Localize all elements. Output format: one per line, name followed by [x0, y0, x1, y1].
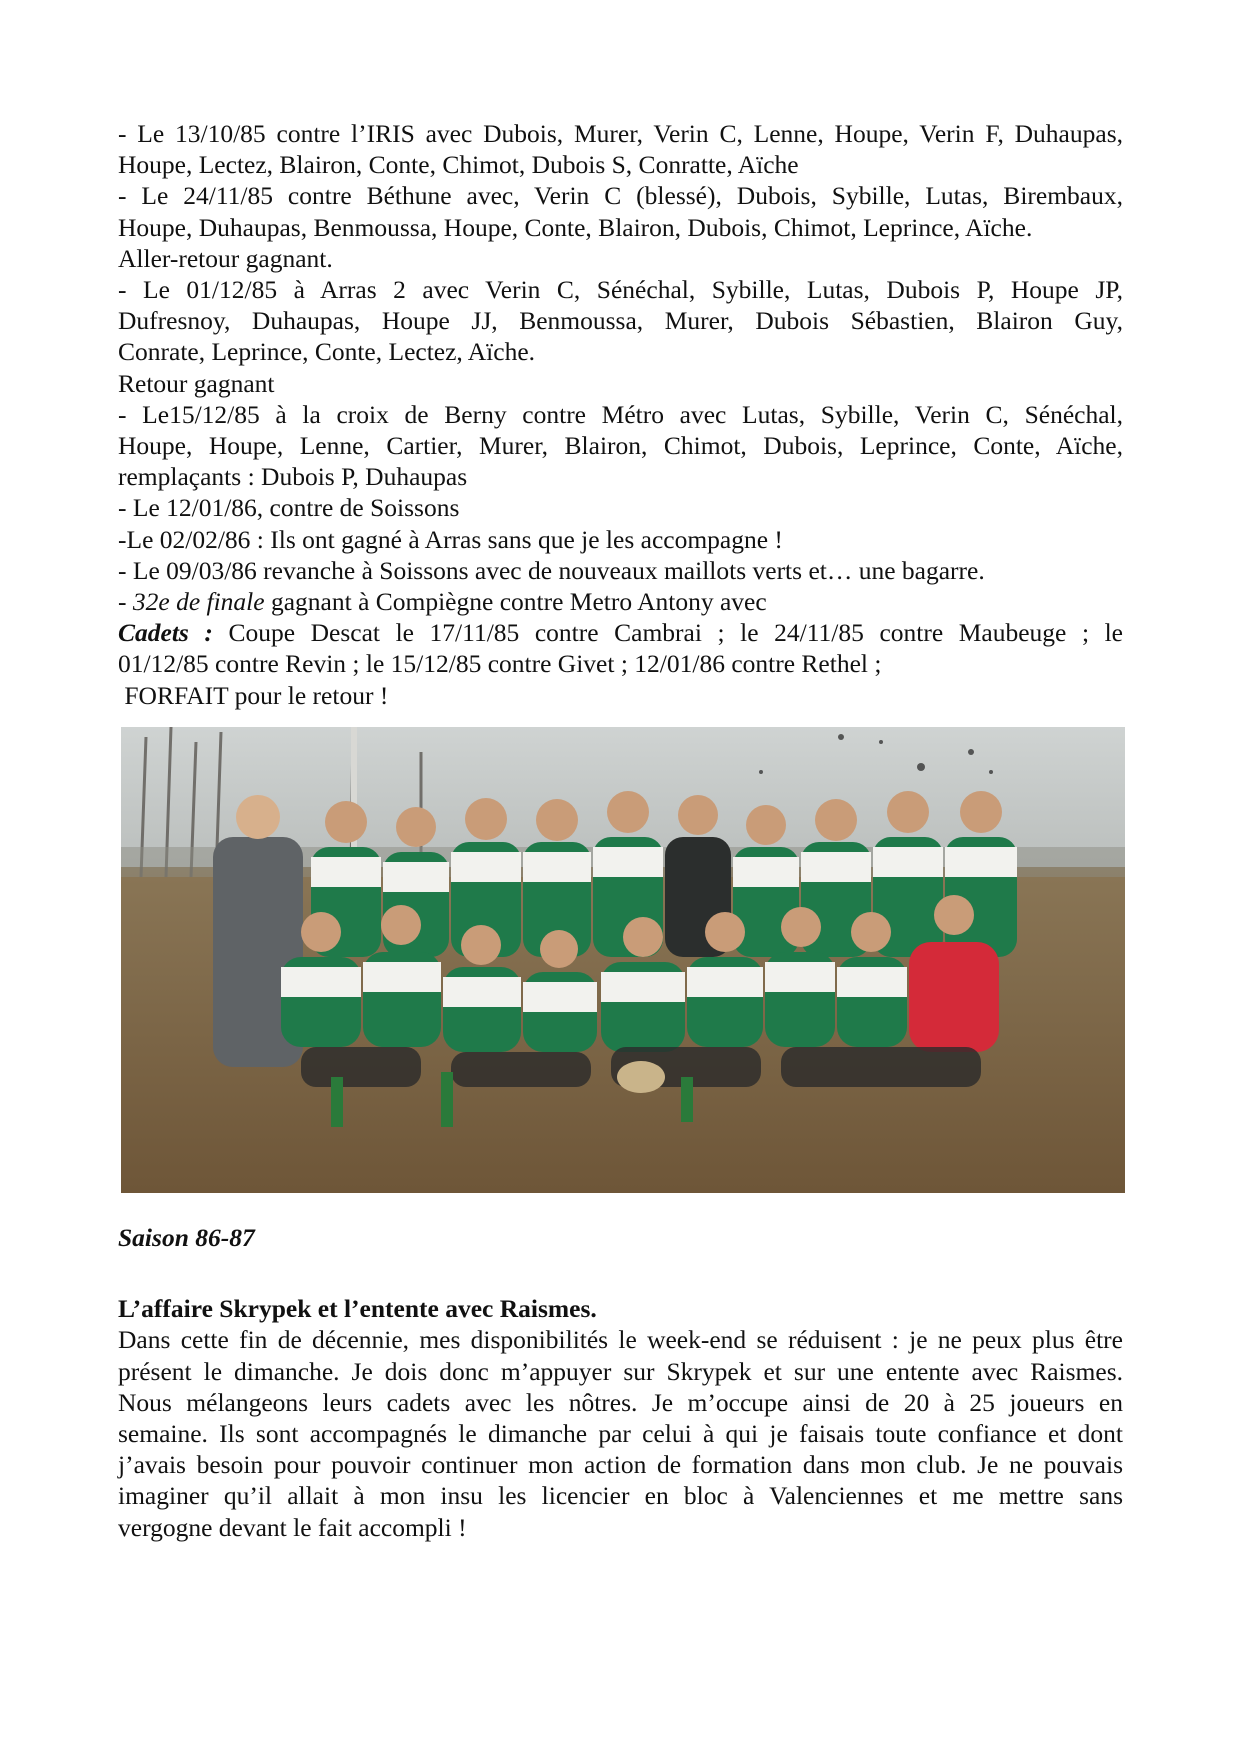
text-line: présent le dimanche. Je dois donc m’appuyer sur Skrypek et sur une entente avec Raismes.	[118, 1356, 1123, 1386]
finale-prefix: -	[118, 587, 133, 617]
text-line: imaginer qu’il allait à mon insu les licencier en bloc à Valenciennes et me mettre sans	[118, 1481, 1123, 1511]
text-line	[118, 617, 1123, 648]
text-line: Houpe, Lectez, Blairon, Conte, Chimot, Dubois S, Conratte, Aïche	[118, 150, 799, 180]
text-line: - Le 01/12/85 à Arras 2 avec Verin C, Sénéchal, Sybille, Lutas, Dubois P, Houpe JP,	[118, 275, 1123, 305]
match-entry	[118, 492, 1123, 523]
text-line: remplaçants : Dubois P, Duhaupas	[118, 462, 468, 492]
section-body	[118, 1324, 1123, 1542]
text-line: Houpe, Duhaupas, Benmoussa, Houpe, Conte, Blairon, Dubois, Chimot, Leprince, Aïche.	[118, 212, 1033, 242]
text-line: - Le 24/11/85 contre Béthune avec, Verin C (blessé), Dubois, Sybille, Lutas, Birembaux,	[118, 181, 1123, 211]
text-line: -Le 02/02/86 : Ils ont gagné à Arras sans que je les accompagne !	[118, 524, 783, 554]
text-line: Dufresnoy, Duhaupas, Houpe JJ, Benmoussa, Murer, Dubois Sébastien, Blairon Guy,	[118, 306, 1123, 336]
text-line: 01/12/85 contre Revin ; le 15/12/85 contre Givet ; 12/01/86 contre Rethel ;	[118, 649, 882, 679]
text-line: - Le 09/03/86 revanche à Soissons avec de nouveaux maillots verts et… une bagarre.	[118, 555, 985, 585]
finale-round: 32e de finale	[132, 587, 265, 617]
finale-text: gagnant à Compiègne contre Metro Antony avec	[264, 587, 767, 617]
team-photo-drawing	[121, 727, 1125, 1193]
match-entry	[118, 180, 1123, 274]
text-line: FORFAIT pour le retour !	[118, 680, 389, 710]
section-heading: L’affaire Skrypek et l’entente avec Raismes.	[118, 1294, 597, 1324]
cadets-label: Cadets :	[118, 618, 213, 648]
text-line: - Le 13/10/85 contre l’IRIS avec Dubois, Murer, Verin C, Lenne, Houpe, Verin F, Duhaupas,	[118, 119, 1123, 148]
text-line: Retour gagnant	[118, 368, 275, 398]
finale-entry	[118, 586, 1123, 617]
text-line: Aller-retour gagnant.	[118, 243, 333, 273]
cadets-entry	[118, 617, 1123, 711]
match-entry	[118, 274, 1123, 399]
cadets-text: Coupe Descat le 17/11/85 contre Cambrai ; le 24/11/85 contre Maubeuge ; le	[212, 618, 1124, 648]
text-line: semaine. Ils sont accompagnés le dimanche par celui à qui je faisais toute confiance et dont	[118, 1419, 1123, 1449]
match-entry	[118, 399, 1123, 493]
text-line: Conrate, Leprince, Conte, Lectez, Aïche.	[118, 337, 536, 367]
text-line: Dans cette fin de décennie, mes disponibilités le week-end se réduisent : je ne peux plus être	[118, 1325, 1123, 1355]
text-line: vergogne devant le fait accompli !	[118, 1512, 467, 1542]
match-entry	[118, 524, 1123, 555]
text-line: Houpe, Houpe, Lenne, Cartier, Murer, Blairon, Chimot, Dubois, Leprince, Conte, Aïche,	[118, 431, 1123, 461]
match-entry	[118, 118, 1123, 180]
match-entry	[118, 555, 1123, 586]
match-list	[118, 118, 1123, 711]
season-title: Saison 86-87	[118, 1223, 255, 1252]
text-line: Nous mélangeons leurs cadets avec les nôtres. Je m’occupe ainsi de 20 à 25 joueurs en	[118, 1387, 1123, 1417]
text-line: - Le15/12/85 à la croix de Berny contre Métro avec Lutas, Sybille, Verin C, Sénéchal,	[118, 399, 1123, 429]
season-section	[118, 1222, 1123, 1543]
text-line: j’avais besoin pour pouvoir continuer mon action de formation dans mon club. Je ne pouvais	[118, 1450, 1123, 1480]
team-photo	[121, 727, 1125, 1193]
text-line: - Le 12/01/86, contre de Soissons	[118, 493, 460, 523]
